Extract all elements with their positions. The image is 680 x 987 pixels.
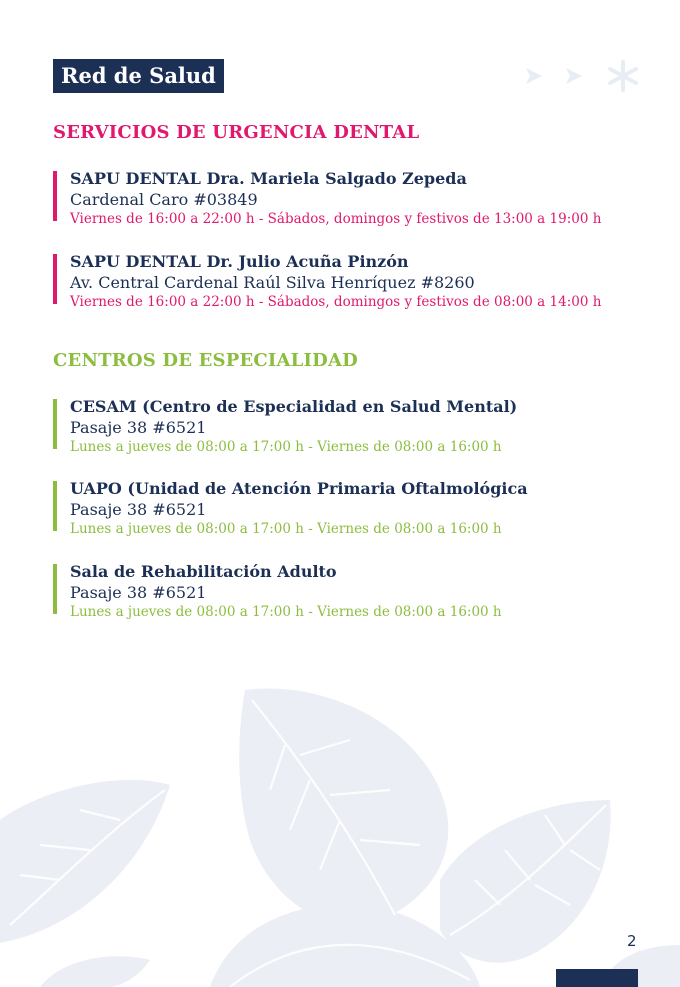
- chevron-right-icon: [566, 68, 582, 84]
- accent-bar: [53, 171, 57, 221]
- service-address: Av. Central Cardenal Raúl Silva Henríquez #8260: [70, 273, 475, 292]
- list-item: [53, 252, 653, 312]
- service-name: Sala de Rehabilitación Adulto: [70, 562, 337, 581]
- list-item: [53, 562, 653, 622]
- service-hours: Lunes a jueves de 08:00 a 17:00 h - Viernes de 08:00 a 16:00 h: [70, 439, 502, 455]
- service-name: UAPO (Unidad de Atención Primaria Oftalmológica: [70, 479, 528, 498]
- service-hours: Lunes a jueves de 08:00 a 17:00 h - Viernes de 08:00 a 16:00 h: [70, 604, 502, 620]
- service-address: Cardenal Caro #03849: [70, 190, 258, 209]
- footer-corner-block: [556, 969, 638, 987]
- page-number: 2: [627, 932, 637, 950]
- snowflake-icon: [610, 62, 636, 90]
- accent-bar: [53, 481, 57, 531]
- service-address: Pasaje 38 #6521: [70, 583, 207, 602]
- header-decoration: [520, 60, 644, 94]
- list-item: [53, 479, 653, 539]
- chevron-right-icon: [526, 68, 542, 84]
- accent-bar: [53, 254, 57, 304]
- service-hours: Lunes a jueves de 08:00 a 17:00 h - Viernes de 08:00 a 16:00 h: [70, 521, 502, 537]
- service-hours: Viernes de 16:00 a 22:00 h - Sábados, domingos y festivos de 13:00 a 19:00 h: [70, 211, 602, 227]
- service-name: SAPU DENTAL Dra. Mariela Salgado Zepeda: [70, 169, 467, 188]
- service-address: Pasaje 38 #6521: [70, 500, 207, 519]
- service-address: Pasaje 38 #6521: [70, 418, 207, 437]
- section-title-urgencia-dental: SERVICIOS DE URGENCIA DENTAL: [53, 122, 420, 143]
- service-name: CESAM (Centro de Especialidad en Salud Mental): [70, 397, 518, 416]
- section-title-centros-especialidad: CENTROS DE ESPECIALIDAD: [53, 350, 358, 371]
- service-hours: Viernes de 16:00 a 22:00 h - Sábados, domingos y festivos de 08:00 a 14:00 h: [70, 294, 602, 310]
- accent-bar: [53, 399, 57, 449]
- page-title: Red de Salud: [53, 59, 224, 93]
- service-name: SAPU DENTAL Dr. Julio Acuña Pinzón: [70, 252, 409, 271]
- list-item: [53, 169, 653, 229]
- list-item: [53, 397, 653, 457]
- accent-bar: [53, 564, 57, 614]
